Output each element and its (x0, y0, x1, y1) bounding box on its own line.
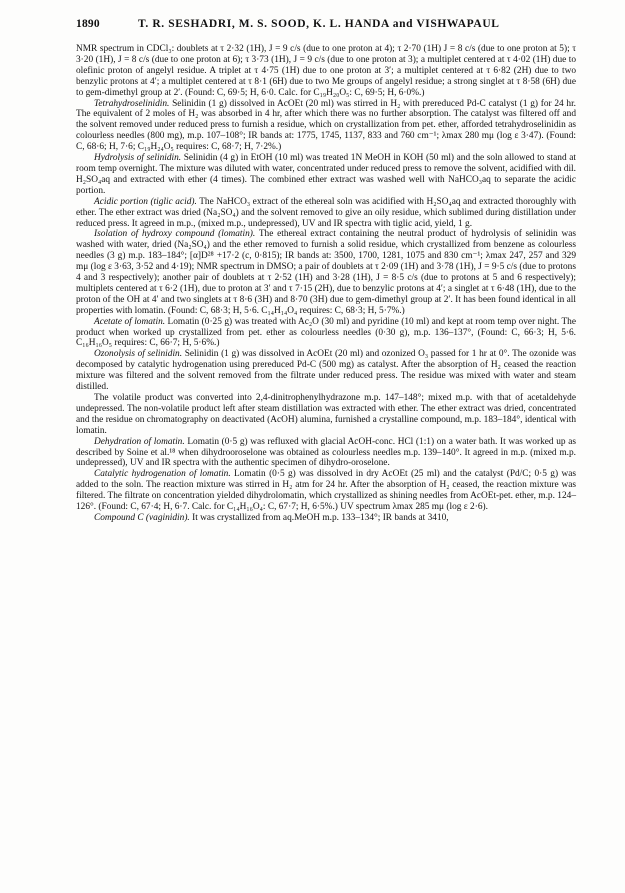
paragraph-text: It was crystallized from aq.MeOH m.p. 133–134°; IR bands at 3410, (192, 512, 449, 523)
body-paragraph (76, 437, 576, 470)
body-paragraph (76, 349, 576, 393)
body-paragraph (76, 317, 576, 350)
body-paragraph (76, 99, 576, 154)
paragraph-text: Lomatin (0·5 g) was refluxed with glacial AcOH-conc. HCl (1:1) on a water bath. It was worked up as described by Soine et al.¹⁸ when dihydrooroselone was obtained as colourless needles m.p. 139–140°. It agreed in m.p. (mixed m.p. undepressed), UV and IR spectra with the authentic specimen of dihydro-oroselone. (76, 436, 576, 469)
section-heading: Hydrolysis of selinidin. (94, 153, 182, 164)
running-header (76, 18, 576, 32)
paragraph-text: The volatile product was converted into 2,4-dinitrophenylhydrazone m.p. 147–148°; mixed m.p. with that of acetaldehyde undepressed. The non-volatile product left after steam distillation was extracted with ether. The ether extract was dried, concentrated and the residue on chromatography on deactivated (AcOH) alumina, furnished a crystalline compound, m.p. 183–184°, identical with lomatin. (76, 393, 576, 436)
section-heading: Tetrahydroselinidin. (94, 98, 170, 109)
body-paragraph (76, 153, 576, 197)
body-paragraph (76, 197, 576, 230)
article-body (76, 44, 576, 524)
section-heading: Acidic portion (tiglic acid). (94, 196, 197, 207)
section-heading: Compound C (vaginidin). (94, 512, 190, 523)
paragraph-text: Lomatin (0·25 g) was treated with Ac₂O (30 ml) and pyridine (10 ml) and kept at room temp over night. The product when worked up crystallized from pet. ether as colourless needles (0·30 g), m.p. 136–137°, (Found: C, 66·3; H, 5·6. C₁₆H₁₆O₅ requires: C, 66·7; H, 5·6%.) (76, 316, 576, 349)
section-heading: Dehydration of lomatin. (94, 436, 185, 447)
paragraph-text: The ethereal extract containing the neutral product of hydrolysis of selinidin was washed with water, dried (Na₂SO₄) and the ether removed to furnish a solid residue, which crystallized from benzene as colourless needles (3 g) m.p. 183–184°; [α]D²⁸ +17·2 (c, 0·815); IR bands at: 3500, 1700, 1281, 1075 and 830 cm⁻¹; λmax 247, 257 and 329 mμ (log ε 3·63, 3·52 and 4·19); NMR spectrum in DMSO; a pair of doublets at τ 2·09 (1H) and 3·78 (1H), J = 9·5 c/s (due to protons 4 and 3 respectively); another pair of doublets at τ 2·52 (1H) and 3·28 (1H), J = 8·5 c/s (due to protons at 5 and 6 respectively); multiplets centered at τ 6·2 (1H), due to proton at 3′ and τ 7·15 (2H), due to benzylic protons at 4′; a singlet at τ 6·48 (1H), due to the proton of the OH at 4′ and two singlets at τ 8·6 (3H) and 8·70 (3H) due to gem-dimethyl group at 2′. It has been found identical in all properties with lomatin. (Found: C, 68·3; H, 5·6. C₁₄H₁₄O₄ requires: C, 68·3; H, 5·7%.) (76, 229, 576, 316)
paragraph-text: NMR spectrum in CDCl₃: doublets at τ 2·32 (1H), J = 9 c/s (due to one proton at 4); τ 2·70 (1H) J = 8 c/s (due to one proton at 5); τ 3·20 (1H), J = 8 c/s (due to one proton at 6); τ 3·73 (1H), J = 9 c/s (due to one proton at 3); a multiplet centered at τ 4·02 (1H) due to olefinic proton of angelyl residue. A triplet at τ 4·75 (1H) due to one proton at 3′; a multiplet centered at τ 6·82 (2H) due to two benzylic protons at 4′; a multiplet centered at τ 8·1 (6H) due to two Me groups of angelyl residue; a strong singlet at τ 8·58 (6H) due to gem-dimethyl group at 2′. (Found: C, 69·5; H, 6·0. Calc. for C₁₉H₂₀O₅: C, 69·5; H, 6·0%.) (76, 44, 576, 98)
section-heading: Isolation of hydroxy compound (lomatin). (94, 229, 256, 240)
paragraph-text: Selinidin (1 g) was dissolved in AcOEt (20 ml) and ozonized O₃ passed for 1 hr at 0°. The ozonide was decomposed by catalytic hydrogenation using prereduced Pd-C (500 mg) as catalyst. After the absorption of H₂ ceased the reaction mixture was filtered and the solvent removed from the filtrate under reduced press. The residue was mixed with water and steam distilled. (76, 349, 576, 393)
page-number: 1890 (76, 18, 100, 30)
body-paragraph (76, 513, 576, 524)
paragraph-text: Selinidin (4 g) in EtOH (10 ml) was treated 1N MeOH in KOH (50 ml) and the soln allowed to stand at room temp overnight. The mixture was diluted with water, concentrated under reduced press to remove the solvent, acidified with dil. H₂SO₄aq and extracted with ether (4 times). The combined ether extract was washed well with NaHCO₃aq to separate the acidic portion. (76, 153, 576, 196)
paragraph-text: Selinidin (1 g) dissolved in AcOEt (20 ml) was stirred in H₂ with prereduced Pd-C catalyst (1 g) for 24 hr. The equivalent of 2 moles of H₂ was absorbed in 4 hr, after which there was no further absorption. The catalyst was filtered off and the solvent removed under reduced press to furnish a residue, which on crystallization from pet. ether, afforded tetrahydroselinidin as colourless needles (800 mg), m.p. 107–108°; IR bands at: 1775, 1745, 1137, 833 and 760 cm⁻¹; λmax 280 mμ (log ε 3·47). (Found: C, 68·6; H, 7·6; C₁₉H₂₄O₅ requires: C, 68·7; H, 7·2%.) (76, 98, 576, 153)
paragraph-text: The NaHCO₃ extract of the ethereal soln was acidified with H₂SO₄aq and extracted thoroughly with ether. The ether extract was dried (Na₂SO₄) and the solvent removed to give an oily residue, which sublimed during distillation under reduced press. It agreed in m.p., (mixed m.p., undepressed), UV and IR spectra with tiglic acid, yield, 1 g. (76, 196, 576, 229)
paragraph-text: Lomatin (0·5 g) was dissolved in dry AcOEt (25 ml) and the catalyst (Pd/C; 0·5 g) was added to the soln. The reaction mixture was stirred in H₂ atm for 24 hr. After the absorption of H₂ ceased, the reaction mixture was filtered. The filtrate on concentration yielded dihydrolomatin, which crystallized as shining needles from AcOEt-pet. ether, m.p. 124–126°. (Found: C, 67·4; H, 6·7. Calc. for C₁₄H₁₆O₄: C, 67·7; H, 6·5%.) UV spectrum λmax 285 mμ (log ε 2·6). (76, 469, 576, 513)
section-heading: Acetate of lomatin. (94, 316, 166, 327)
body-paragraph (76, 229, 576, 316)
author-line: T. R. SESHADRI, M. S. SOOD, K. L. HANDA and VISHWAPAUL (138, 18, 500, 30)
body-paragraph (76, 393, 576, 437)
body-paragraph (76, 469, 576, 513)
section-heading: Catalytic hydrogenation of lomatin. (94, 469, 231, 480)
section-heading: Ozonolysis of selinidin. (94, 349, 183, 360)
body-paragraph (76, 44, 576, 99)
